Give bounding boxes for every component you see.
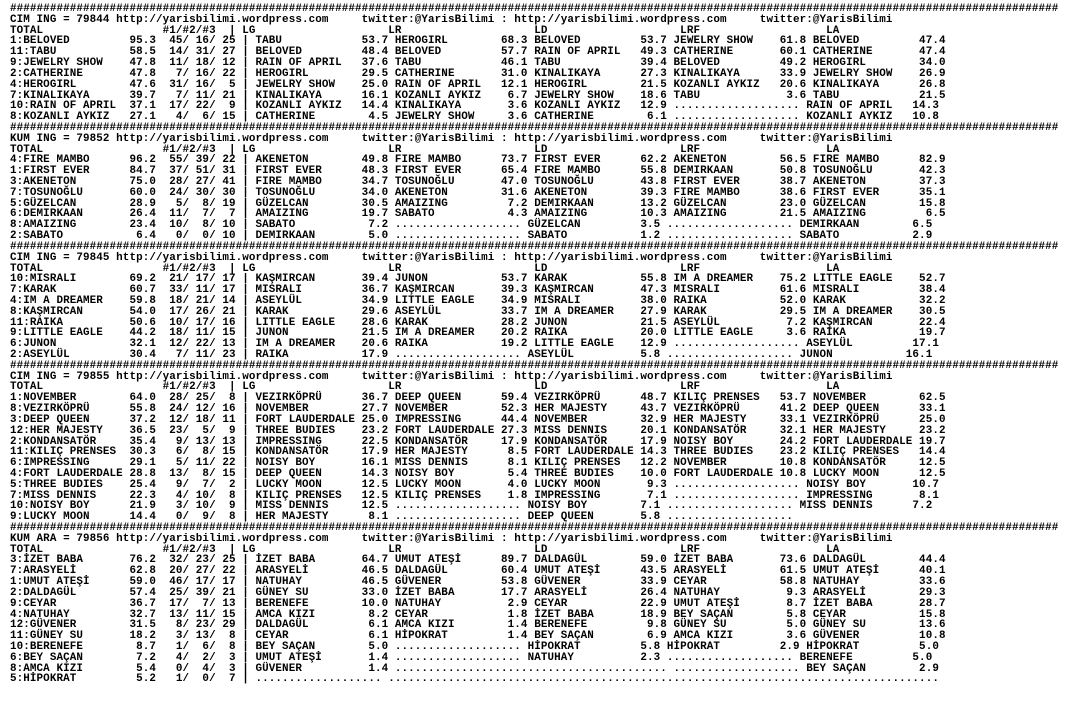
text-line: 5:THREE BUDIES 25.4 9/ 7/ 2 | LUCKY MOON 12.5 LUCKY MOON 4.0 LUCKY MOON 9.3 ................... NOISY BOY 10.7: [10, 478, 939, 491]
text-line: 11:KILIÇ PRENSES 30.3 6/ 8/ 15 | KONDANSATÖR 17.9 HER MAJESTY 8.5 FORT LAUDERDALE 14.3 THREE BUDIES 23.2 KILIÇ PRENSES 14.4: [10, 446, 946, 459]
text-line: 6:DEMIRKAAN 26.4 11/ 7/ 7 | AMAIZING 19.7 SABATO 4.3 AMAIZING 10.3 AMAIZING 21.5 AMAIZING 6.5: [10, 208, 946, 221]
text-line: 8:AMCA KIZI 5.4 0/ 4/ 3 | GÜVENER 1.4 ......................................... ................... BEY SAÇAN 2.9: [10, 662, 939, 675]
text-line: TOTAL #1/#2/#3 | LG LR LD LRF LA: [10, 24, 840, 37]
text-line: 10:BERENEFE 8.7 1/ 6/ 8 | BEY SAÇAN 5.0 ................... HİPOKRAT 5.8 HİPOKRAT 2.9 HİPOKRAT 5.0: [10, 640, 939, 653]
text-line: ##############################################################################################################################################################: [10, 240, 1059, 253]
text-line: CIM ING = 79855 http://yarisbilimi.wordpress.com twitter:@YarisBilimi : http://yarisbilimi.wordpress.com twitter:@YarisBilimi: [10, 370, 893, 383]
race-block-cim-ing-79855: [10, 361, 1077, 523]
text-line: 10:MISRALI 69.2 21/ 17/ 17 | KAŞMIRCAN 39.4 JUNON 53.7 KARAK 55.8 IM A DREAMER 75.2 LITTLE EAGLE 52.7: [10, 273, 946, 286]
text-line: 1:FIRST EVER 84.7 37/ 51/ 31 | FIRST EVER 48.3 FIRST EVER 65.4 FIRE MAMBO 55.8 DEMIRKAAN 50.8 TOSUNOĞLU 42.3: [10, 165, 946, 178]
text-line: 4:FORT LAUDERDALE 28.8 13/ 8/ 15 | DEEP QUEEN 14.3 NOISY BOY 5.4 THREE BUDIES 10.0 FORT LAUDERDALE 10.8 LUCKY MOON 12.5: [10, 467, 946, 480]
text-line: 6:IMPRESSING 29.1 5/ 11/ 22 | NOISY BOY 16.1 MISS DENNIS 8.1 KILIÇ PRENSES 12.2 NOVEMBER 10.8 KONDANSATÖR 12.5: [10, 457, 946, 470]
text-line: 8:KOZANLI AYKIZ 27.1 4/ 6/ 15 | CATHERINE 4.5 JEWELRY SHOW 3.6 CATHERINE 6.1 ................... KOZANLI AYKIZ 10.8: [10, 111, 939, 124]
text-line: CIM ING = 79845 http://yarisbilimi.wordpress.com twitter:@YarisBilimi : http://yarisbilimi.wordpress.com twitter:@YarisBilimi: [10, 251, 893, 264]
text-line: 7:KINALIKAYA 39.7 7/ 11/ 21 | KINALIKAYA 16.1 KOZANLI AYKIZ 6.7 JEWELRY SHOW 18.6 TABU 3.6 TABU 21.5: [10, 89, 946, 102]
text-line: 6:JUNON 32.1 12/ 22/ 13 | IM A DREAMER 20.6 RAIKA 19.2 LITTLE EAGLE 12.9 ................... ASEYLÜL 17.1: [10, 338, 939, 351]
text-line: 1:BELOVED 95.3 45/ 16/ 25 | TABU 53.7 HEROGIRL 68.3 BELOVED 53.7 JEWELRY SHOW 61.8 BELOVED 47.4: [10, 35, 946, 48]
text-line: 11:TABU 58.5 14/ 31/ 27 | BELOVED 48.4 BELOVED 57.7 RAIN OF APRIL 49.3 CATHERINE 60.1 CATHERINE 47.4: [10, 46, 946, 59]
text-line: TOTAL #1/#2/#3 | LG LR LD LRF LA: [10, 381, 840, 394]
text-line: 2:SABATO 6.4 0/ 0/ 10 | DEMIRKAAN 5.0 ................... SABATO 1.2 ................... SABATO 2.9: [10, 230, 933, 243]
text-line: 8:VEZIRKÖPRÜ 55.8 24/ 12/ 16 | NOVEMBER 27.7 NOVEMBER 52.3 HER MAJESTY 43.7 VEZIRKÖPRÜ 41.2 DEEP QUEEN 33.1: [10, 403, 946, 416]
text-line: 9:LUCKY MOON 14.4 0/ 9/ 8 | HER MAJESTY 8.1 ................... DEEP QUEEN 5.8 ...................: [10, 511, 793, 524]
text-line: 10:RAIN OF APRIL 37.1 17/ 22/ 9 | KOZANLI AYKIZ 14.4 KINALIKAYA 3.6 KOZANLI AYKIZ 12.9 ................... RAIN OF APRIL 14.3: [10, 100, 939, 113]
text-line: 3:AKENETON 75.0 28/ 27/ 41 | FIRE MAMBO 34.7 TOSUNOĞLU 47.0 TOSUNOĞLU 43.8 FIRST EVER 38.7 AKENETON 37.3: [10, 176, 946, 188]
text-line: 7:MISS DENNIS 22.3 4/ 10/ 8 | KILIÇ PRENSES 12.5 KILIÇ PRENSES 1.8 IMPRESSING 7.1 ................... IMPRESSING 8.1: [10, 489, 939, 502]
text-line: 9:LITTLE EAGLE 44.2 18/ 11/ 15 | JUNON 21.5 IM A DREAMER 20.2 RAIKA 20.0 LITTLE EAGLE 3.6 RAIKA 19.7: [10, 327, 946, 340]
text-line: 2:DALDAGÜL 57.4 25/ 39/ 21 | GÜNEY SU 33.0 İZET BABA 17.7 ARASYELİ 26.4 NATUHAY 9.3 ARASYELİ 29.3: [10, 586, 946, 599]
text-line: 11:GÜNEY SU 18.2 3/ 13/ 8 | CEYAR 6.1 HİPOKRAT 1.4 BEY SAÇAN 6.9 AMCA KIZI 3.6 GÜVENER 10.8: [10, 630, 946, 643]
text-line: 4:IM A DREAMER 59.8 18/ 21/ 14 | ASEYLÜL 34.9 LITTLE EAGLE 34.9 MISRALI 38.0 RAIKA 52.0 KARAK 32.2: [10, 294, 946, 307]
text-line: KUM ING = 79852 http://yarisbilimi.wordpress.com twitter:@YarisBilimi : http://yarisbilimi.wordpress.com twitter:@YarisBilimi: [10, 132, 893, 145]
race-block-cim-ing-79845: [10, 242, 1077, 361]
text-line: ##############################################################################################################################################################: [10, 522, 1059, 534]
text-line: 1:UMUT ATEŞİ 59.0 46/ 17/ 17 | NATUHAY 46.5 GÜVENER 53.8 GÜVENER 33.9 CEYAR 58.8 NATUHAY 33.6: [10, 576, 946, 589]
text-line: 3:İZET BABA 76.2 32/ 23/ 25 | İZET BABA 64.7 UMUT ATEŞİ 89.7 DALDAGÜL 59.0 İZET BABA 73.6 DALDAGÜL 44.4: [10, 554, 946, 567]
text-line: CIM ING = 79844 http://yarisbilimi.wordpress.com twitter:@YarisBilimi : http://yarisbilimi.wordpress.com twitter:@YarisBilimi: [10, 13, 893, 26]
text-line: 4:NATUHAY 32.7 13/ 11/ 15 | AMCA KIZI 8.2 CEYAR 1.8 İZET BABA 18.9 BEY SAÇAN 5.8 CEYAR 15.8: [10, 608, 946, 621]
text-line: KUM ARA = 79856 http://yarisbilimi.wordpress.com twitter:@YarisBilimi : http://yarisbilimi.wordpress.com twitter:@YarisBilimi: [10, 532, 893, 545]
race-block-cim-ing-79844: [10, 4, 1077, 123]
text-line: 5:GÜZELCAN 28.9 5/ 8/ 19 | GÜZELCAN 30.5 AMAIZING 7.2 DEMIRKAAN 13.2 GÜZELCAN 23.0 GÜZELCAN 15.8: [10, 197, 946, 210]
text-line: 4:HEROGIRL 47.6 31/ 16/ 5 | JEWELRY SHOW 25.0 RAIN OF APRIL 12.1 HEROGIRL 21.5 KOZANLI AYKIZ 20.6 KINALIKAYA 26.8: [10, 78, 946, 91]
text-line: TOTAL #1/#2/#3 | LG LR LD LRF LA: [10, 143, 840, 156]
text-line: 7:TOSUNOĞLU 60.0 24/ 30/ 30 | TOSUNOĞLU 34.0 AKENETON 31.6 AKENETON 39.3 FIRE MAMBO 38.6 FIRST EVER 35.1: [10, 186, 946, 199]
race-block-kum-ara-79856: [10, 523, 1077, 685]
text-line: 2:KONDANSATÖR 35.4 9/ 13/ 13 | IMPRESSING 22.5 KONDANSATÖR 17.9 KONDANSATÖR 17.9 NOISY BOY 24.2 FORT LAUDERDALE 19.7: [10, 435, 946, 448]
text-line: 9:JEWELRY SHOW 47.8 11/ 18/ 12 | RAIN OF APRIL 37.6 TABU 46.1 TABU 39.4 BELOVED 49.2 HEROGIRL 34.0: [10, 57, 946, 70]
text-line: 5:HİPOKRAT 5.2 1/ 0/ 7 | ................... ...................................................................................: [10, 673, 939, 686]
text-line: 4:FIRE MAMBO 96.2 55/ 39/ 22 | AKENETON 49.8 FIRE MAMBO 73.7 FIRST EVER 62.2 AKENETON 56.5 FIRE MAMBO 82.9: [10, 154, 946, 167]
text-line: ##############################################################################################################################################################: [10, 3, 1059, 15]
text-line: 2:CATHERINE 47.8 7/ 16/ 22 | HEROGIRL 29.5 CATHERINE 31.0 KINALIKAYA 27.3 KINALIKAYA 33.9 JEWELRY SHOW 26.9: [10, 67, 946, 80]
text-line: 10:NOISY BOY 21.9 3/ 10/ 9 | MISS DENNIS 12.5 ................... NOISY BOY 7.1 ................... MISS DENNIS 7.2: [10, 500, 933, 513]
text-line: 8:KAŞMIRCAN 54.0 17/ 26/ 21 | KARAK 29.6 ASEYLÜL 33.7 IM A DREAMER 27.9 KARAK 29.5 IM A DREAMER 30.5: [10, 305, 946, 318]
text-line: TOTAL #1/#2/#3 | LG LR LD LRF LA: [10, 543, 840, 556]
text-line: 7:KARAK 60.7 33/ 11/ 17 | MISRALI 36.7 KAŞMIRCAN 39.3 KAŞMIRCAN 47.3 MISRALI 61.6 MISRALI 38.4: [10, 284, 946, 297]
text-line: 3:DEEP QUEEN 37.2 12/ 18/ 11 | FORT LAUDERDALE 25.0 IMPRESSING 44.4 NOVEMBER 32.9 HER MAJESTY 33.1 VEZIRKÖPRÜ 25.0: [10, 413, 946, 426]
text-line: TOTAL #1/#2/#3 | LG LR LD LRF LA: [10, 262, 840, 275]
text-line: 1:NOVEMBER 64.0 28/ 25/ 8 | VEZIRKÖPRÜ 36.7 DEEP QUEEN 59.4 VEZIRKÖPRÜ 48.7 KILIÇ PRENSES 53.7 NOVEMBER 62.5: [10, 392, 946, 405]
text-line: 7:ARASYELİ 62.8 20/ 27/ 22 | ARASYELİ 46.5 DALDAGÜL 60.4 UMUT ATEŞİ 43.5 ARASYELİ 61.5 UMUT ATEŞİ 40.1: [10, 565, 946, 578]
text-line: 11:RAIKA 50.6 10/ 17/ 16 | LITTLE EAGLE 28.6 KARAK 28.2 JUNON 21.5 ASEYLÜL 7.2 KAŞMIRCAN 22.4: [10, 316, 946, 329]
text-line: 9:CEYAR 36.7 17/ 7/ 13 | BERENEFE 10.0 NATUHAY 2.9 CEYAR 22.9 UMUT ATEŞİ 8.7 İZET BABA 28.7: [10, 597, 946, 610]
text-line: 6:BEY SAÇAN 7.2 4/ 2/ 3 | UMUT ATEŞİ 1.4 ................... NATUHAY 2.3 ................... BERENEFE 5.0: [10, 651, 933, 664]
text-line: ##############################################################################################################################################################: [10, 359, 1059, 372]
text-line: ##############################################################################################################################################################: [10, 121, 1059, 134]
text-line: 8:AMAIZING 23.4 10/ 8/ 10 | SABATO 7.2 ................... GÜZELCAN 3.5 ................... DEMIRKAAN 6.5: [10, 219, 933, 232]
text-line: 12:GÜVENER 31.5 8/ 23/ 29 | DALDAGÜL 6.1 AMCA KIZI 1.4 BERENEFE 9.8 GÜNEY SU 5.0 GÜNEY SU 13.6: [10, 619, 946, 632]
text-line: 12:HER MAJESTY 36.5 23/ 5/ 9 | THREE BUDIES 23.2 FORT LAUDERDALE 27.3 MISS DENNIS 20.1 KONDANSATÖR 32.1 HER MAJESTY 23.2: [10, 424, 946, 437]
text-line: 2:ASEYLÜL 30.4 7/ 11/ 23 | RAIKA 17.9 ................... ASEYLÜL 5.8 ................... JUNON 16.1: [10, 349, 933, 361]
race-block-kum-ing-79852: [10, 123, 1077, 242]
